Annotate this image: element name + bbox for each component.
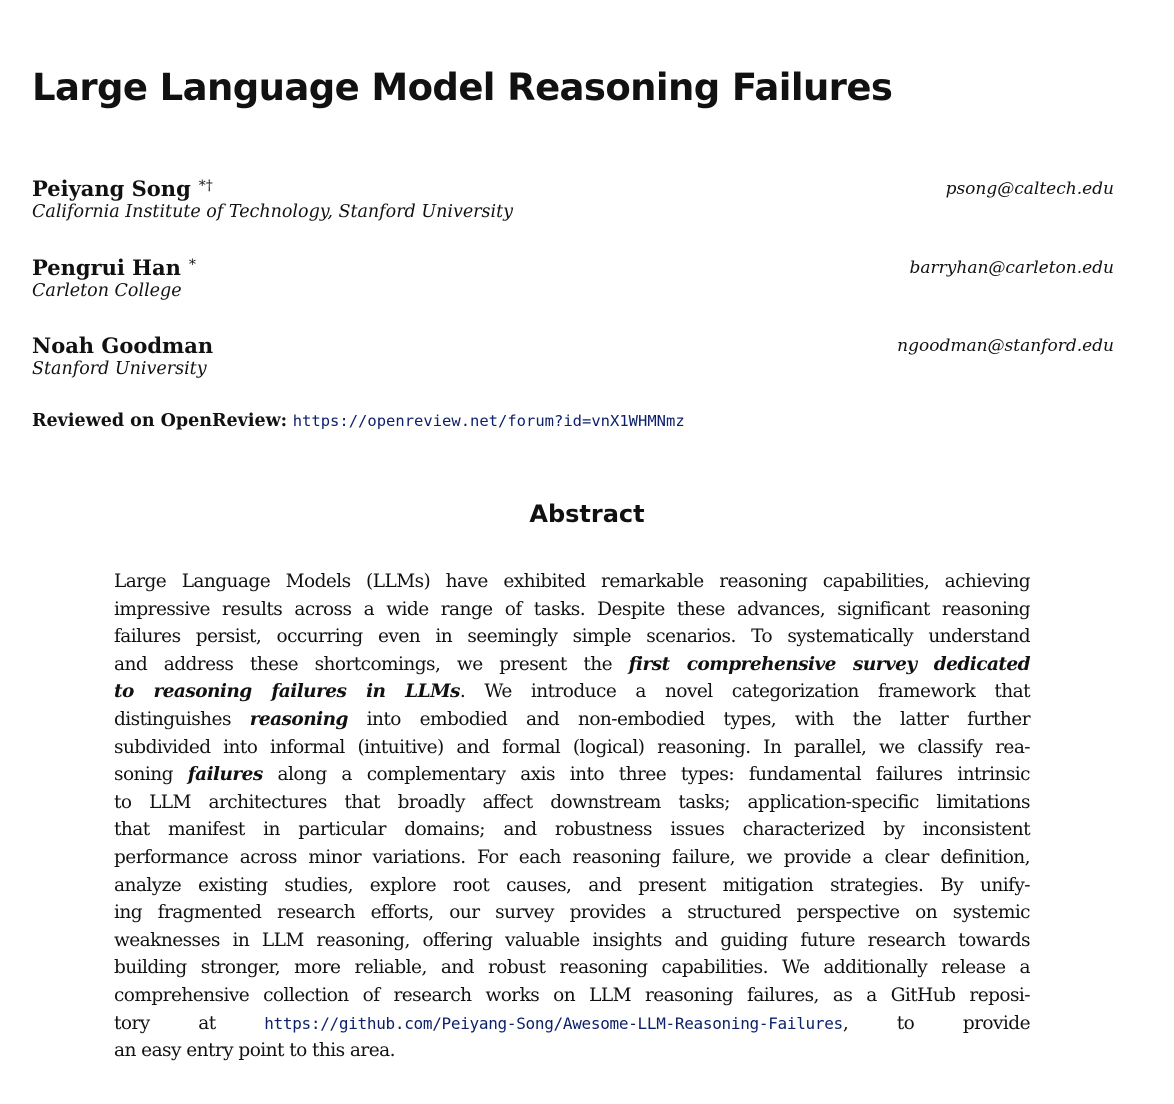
abstract-line xyxy=(114,872,1030,900)
abstract-text: that manifest in particular domains; and robustness issues characterized by inconsistent xyxy=(114,819,1030,841)
author-footnote-marks: * xyxy=(188,256,196,273)
author-block xyxy=(32,255,1114,301)
abstract-text: performance across minor variations. For each reasoning failure, we provide a clear definition, xyxy=(114,846,1030,868)
abstract-text: and address these shortcomings, we present the xyxy=(114,653,629,675)
author-affiliation: California Institute of Technology, Stanford University xyxy=(32,202,514,222)
author-name: Peiyang Song xyxy=(32,176,191,201)
openreview-link[interactable]: https://openreview.net/forum?id=vnX1WHMNmz xyxy=(292,412,685,430)
abstract-text: Large Language Models (LLMs) have exhibited remarkable reasoning capabilities, achieving xyxy=(114,571,1030,592)
abstract-text: building stronger, more reliable, and robust reasoning capabilities. We additionally release a xyxy=(114,957,1030,979)
abstract-line xyxy=(114,623,1030,651)
abstract-line xyxy=(114,789,1030,817)
author-affiliation: Stanford University xyxy=(32,359,207,379)
abstract-text: subdivided into informal (intuitive) and formal (logical) reasoning. In parallel, we classify rea- xyxy=(114,736,1030,758)
abstract-text: weaknesses in LLM reasoning, offering valuable insights and guiding future research towards xyxy=(114,929,1030,951)
author-block xyxy=(32,333,1114,379)
author-affiliation: Carleton College xyxy=(32,281,182,301)
abstract-text: into embodied and non-embodied types, with the latter further xyxy=(347,708,1030,730)
abstract-line xyxy=(114,1010,1030,1038)
emphasis-text: reasoning xyxy=(249,708,348,730)
author-email: psong@caltech.edu xyxy=(945,179,1114,199)
author-name: Pengrui Han xyxy=(32,255,181,280)
abstract-line xyxy=(114,734,1030,762)
review-label: Reviewed on OpenReview: xyxy=(32,411,288,431)
abstract-text: analyze existing studies, explore root causes, and present mitigation strategies. By unify- xyxy=(114,874,1030,896)
abstract-line xyxy=(114,1037,1030,1065)
abstract-text: . We introduce a novel categorization framework that xyxy=(459,681,1031,703)
abstract-line xyxy=(114,816,1030,844)
abstract-text: impressive results across a wide range of tasks. Despite these advances, significant reasoning xyxy=(114,598,1030,620)
abstract-line xyxy=(114,954,1030,982)
abstract-line xyxy=(114,678,1030,706)
emphasis-text: failures xyxy=(187,764,263,786)
author-email: barryhan@carleton.edu xyxy=(909,258,1114,278)
emphasis-text: first comprehensive survey dedicated xyxy=(628,653,1030,675)
abstract-text: tory at xyxy=(114,1012,265,1034)
author-email: ngoodman@stanford.edu xyxy=(897,336,1114,356)
review-line xyxy=(32,411,685,431)
abstract-line xyxy=(114,982,1030,1010)
abstract-line xyxy=(114,651,1030,679)
abstract-text: soning xyxy=(114,764,188,786)
abstract-line xyxy=(114,761,1030,789)
paper-title: Large Language Model Reasoning Failures xyxy=(32,66,893,109)
abstract-text: ing fragmented research efforts, our survey provides a structured perspective on systemic xyxy=(114,902,1030,924)
abstract-line xyxy=(114,927,1030,955)
abstract-text: failures persist, occurring even in seemingly simple scenarios. To systematically understand xyxy=(114,626,1030,648)
abstract-body xyxy=(114,568,1030,1065)
abstract-text: to LLM architectures that broadly affect downstream tasks; application-specific limitations xyxy=(114,791,1030,813)
abstract-line xyxy=(114,844,1030,872)
abstract-text: comprehensive collection of research works on LLM reasoning failures, as a GitHub reposi- xyxy=(114,984,1030,1006)
author-block xyxy=(32,176,1114,222)
abstract-text: an easy entry point to this area. xyxy=(114,1040,395,1062)
github-link[interactable]: https://github.com/Peiyang-Song/Awesome-LLM-Reasoning-Failures xyxy=(264,1013,843,1033)
abstract-heading: Abstract xyxy=(529,500,645,528)
abstract-line xyxy=(114,899,1030,927)
abstract-text: , to provide xyxy=(842,1012,1030,1034)
emphasis-text: to reasoning failures in LLMs xyxy=(114,681,460,703)
author-name: Noah Goodman xyxy=(32,333,214,358)
abstract-text: along a complementary axis into three types: fundamental failures intrinsic xyxy=(262,764,1030,786)
abstract-text: distinguishes xyxy=(114,708,250,730)
abstract-line xyxy=(114,706,1030,734)
abstract-line xyxy=(114,568,1030,596)
abstract-line xyxy=(114,596,1030,624)
author-footnote-marks: *† xyxy=(198,177,213,194)
